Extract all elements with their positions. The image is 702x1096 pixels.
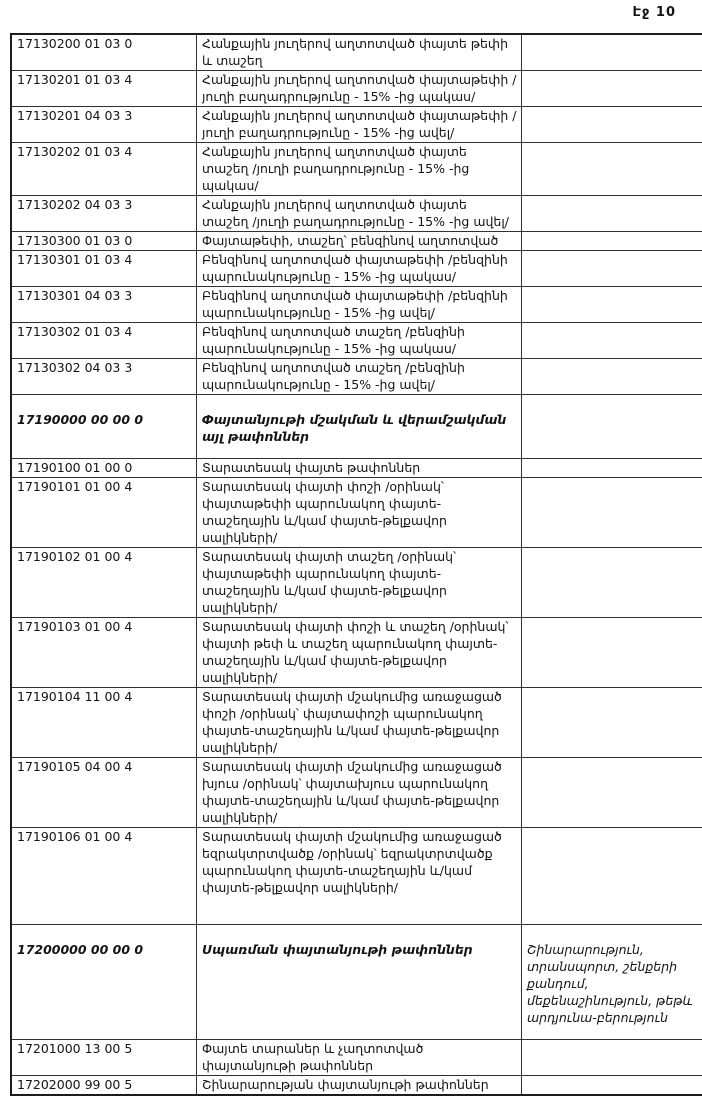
table-row: [11, 925, 702, 1040]
waste-description: Բենզինով աղտոտված փայտաթեփի /բենզինի պարունակությունը - 15% -ից ավել/: [197, 287, 522, 323]
waste-description: Բենզինով աղտոտված տաշեղ /բենզինի պարունակությունը - 15% -ից պակաս/: [197, 323, 522, 359]
waste-description: Սպառման փայտանյութի թափոններ: [197, 925, 522, 1040]
table-row: [11, 287, 702, 323]
waste-description: Շինարարության փայտանյութի թափոններ: [197, 1076, 522, 1096]
waste-source-note: Շինարարություն, տրանսպորտ, շենքերի քանդում, մեքենաշինություն, թեթև արդյունա-բերություն: [522, 925, 702, 1040]
waste-description: Փայտե տարաներ և չաղտոտված փայտանյութի թափոններ: [197, 1040, 522, 1076]
waste-code: 17130200 01 03 0: [11, 34, 197, 71]
waste-source-note: [522, 359, 702, 395]
table-row: [11, 323, 702, 359]
waste-source-note: [522, 548, 702, 618]
table-body: [11, 34, 702, 1095]
table-row: [11, 232, 702, 251]
waste-source-note: [522, 196, 702, 232]
waste-source-note: [522, 459, 702, 478]
waste-description: Տարատեսակ փայտի փոշի /օրինակ՝ փայտաթեփի պարունակող փայտե-տաշեղային և/կամ փայտե-թելքավոր սալիկների/: [197, 478, 522, 548]
page-number: Էջ 10: [632, 5, 676, 20]
waste-source-note: [522, 71, 702, 107]
table-row: [11, 1040, 702, 1076]
table-row: [11, 828, 702, 925]
waste-source-note: [522, 478, 702, 548]
waste-code: 17200000 00 00 0: [11, 925, 197, 1040]
table-row: [11, 548, 702, 618]
waste-code: 17190103 01 00 4: [11, 618, 197, 688]
waste-code: 17130201 01 03 4: [11, 71, 197, 107]
table-row: [11, 395, 702, 459]
waste-description: Փայտանյութի մշակման և վերամշակման այլ թափոններ: [197, 395, 522, 459]
waste-code: 17190105 04 00 4: [11, 758, 197, 828]
waste-description: Հանքային յուղերով աղտոտված փայտաթեփի /յուղի բաղադրությունը - 15% -ից պակաս/: [197, 71, 522, 107]
waste-code: 17130300 01 03 0: [11, 232, 197, 251]
waste-description: Տարատեսակ փայտի մշակումից առաջացած եզրակտրտվածք /օրինակ՝ եզրակտրտվածք պարունակող փայտե-տաշեղային և/կամ փայտե-թելքավոր սալիկների/: [197, 828, 522, 925]
waste-classification-table: [10, 33, 702, 1096]
waste-source-note: [522, 828, 702, 925]
waste-source-note: [522, 395, 702, 459]
waste-code: 17190000 00 00 0: [11, 395, 197, 459]
waste-code: 17130202 01 03 4: [11, 143, 197, 196]
waste-code: 17201000 13 00 5: [11, 1040, 197, 1076]
table-row: [11, 251, 702, 287]
table-row: [11, 71, 702, 107]
waste-code: 17202000 99 00 5: [11, 1076, 197, 1096]
waste-source-note: [522, 688, 702, 758]
table-row: [11, 758, 702, 828]
table-row: [11, 688, 702, 758]
table-row: [11, 478, 702, 548]
waste-code: 17130301 04 03 3: [11, 287, 197, 323]
waste-description: Բենզինով աղտոտված տաշեղ /բենզինի պարունակությունը - 15% -ից ավել/: [197, 359, 522, 395]
waste-description: Տարատեսակ փայտի տաշեղ /օրինակ՝ փայտաթեփի պարունակող փայտե-տաշեղային և/կամ փայտե-թելքավոր սալիկների/: [197, 548, 522, 618]
table-row: [11, 143, 702, 196]
waste-source-note: [522, 618, 702, 688]
waste-source-note: [522, 1076, 702, 1096]
waste-source-note: [522, 107, 702, 143]
waste-description: Տարատեսակ փայտի մշակումից առաջացած խյուս /օրինակ՝ փայտախյուս պարունակող փայտե-տաշեղային և/կամ փայտե-թելքավոր սալիկների/: [197, 758, 522, 828]
waste-description: Բենզինով աղտոտված փայտաթեփի /բենզինի պարունակությունը - 15% -ից պակաս/: [197, 251, 522, 287]
table-row: [11, 359, 702, 395]
table-row: [11, 34, 702, 71]
waste-code: 17190101 01 00 4: [11, 478, 197, 548]
waste-code: 17190102 01 00 4: [11, 548, 197, 618]
waste-code: 17130302 04 03 3: [11, 359, 197, 395]
waste-description: Տարատեսակ փայտե թափոններ: [197, 459, 522, 478]
waste-code: 17130301 01 03 4: [11, 251, 197, 287]
waste-source-note: [522, 287, 702, 323]
table-row: [11, 618, 702, 688]
table-row: [11, 1076, 702, 1096]
waste-description: Հանքային յուղերով աղտոտված փայտաթեփի /յուղի բաղադրությունը - 15% -ից ավել/: [197, 107, 522, 143]
waste-code: 17130201 04 03 3: [11, 107, 197, 143]
waste-description: Հանքային յուղերով աղտոտված փայտե թեփի և տաշեղ: [197, 34, 522, 71]
waste-code: 17190100 01 00 0: [11, 459, 197, 478]
waste-source-note: [522, 34, 702, 71]
waste-description: Տարատեսակ փայտի մշակումից առաջացած փոշի /օրինակ՝ փայտափոշի պարունակող փայտե-տաշեղային և/կամ փայտե-թելքավոր սալիկների/: [197, 688, 522, 758]
waste-source-note: [522, 251, 702, 287]
waste-code: 17130302 01 03 4: [11, 323, 197, 359]
waste-source-note: [522, 143, 702, 196]
waste-source-note: [522, 758, 702, 828]
waste-code: 17190104 11 00 4: [11, 688, 197, 758]
waste-description: Հանքային յուղերով աղտոտված փայտե տաշեղ /յուղի բաղադրությունը - 15% -ից պակաս/: [197, 143, 522, 196]
table-row: [11, 107, 702, 143]
waste-code: 17130202 04 03 3: [11, 196, 197, 232]
table-row: [11, 459, 702, 478]
waste-description: Հանքային յուղերով աղտոտված փայտե տաշեղ /յուղի բաղադրությունը - 15% -ից ավել/: [197, 196, 522, 232]
waste-description: Տարատեսակ փայտի փոշի և տաշեղ /օրինակ՝ փայտի թեփ և տաշեղ պարունակող փայտե-տաշեղային և/կամ փայտե-թելքավոր սալիկների/: [197, 618, 522, 688]
waste-source-note: [522, 232, 702, 251]
waste-code: 17190106 01 00 4: [11, 828, 197, 925]
waste-description: Փայտաթեփի, տաշեղ՝ բենզինով աղտոտված: [197, 232, 522, 251]
table-row: [11, 196, 702, 232]
waste-source-note: [522, 1040, 702, 1076]
waste-source-note: [522, 323, 702, 359]
